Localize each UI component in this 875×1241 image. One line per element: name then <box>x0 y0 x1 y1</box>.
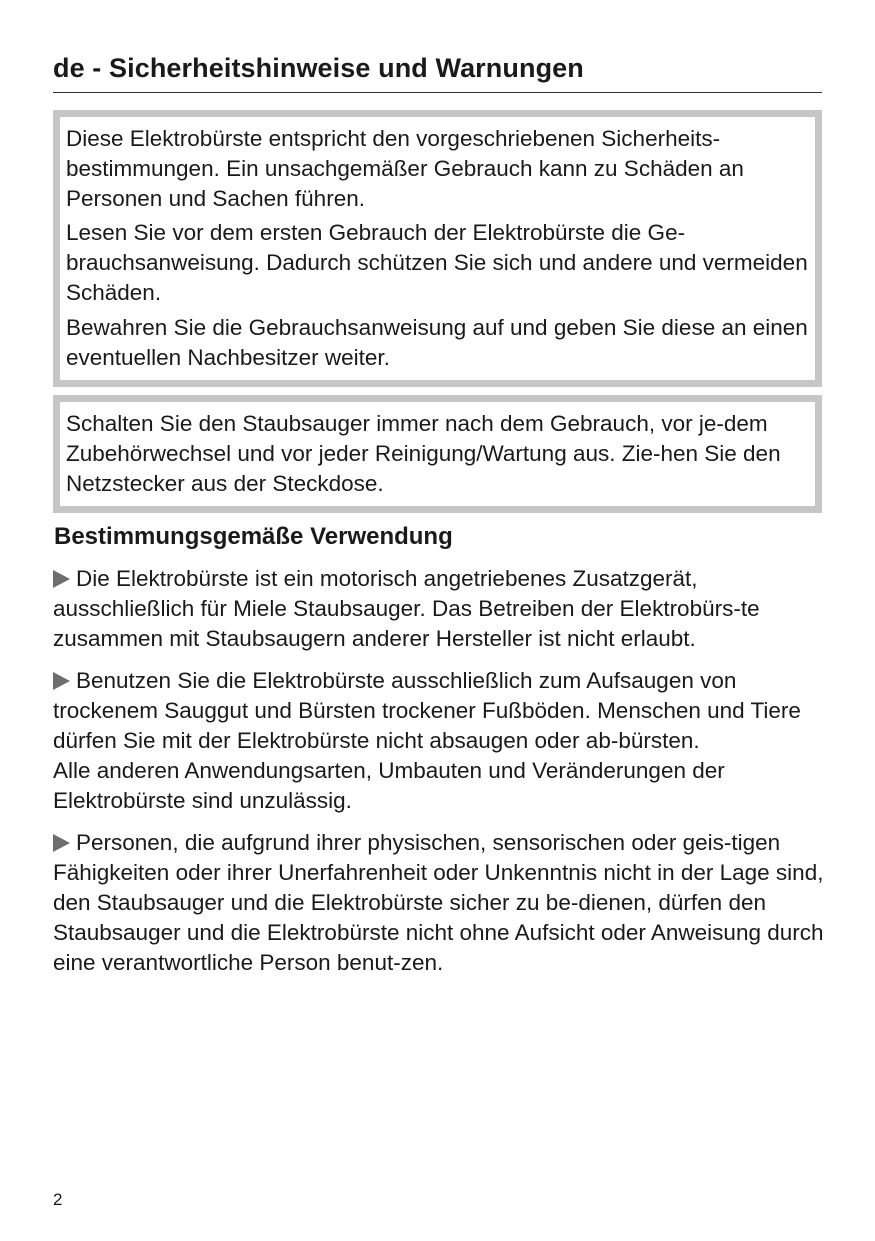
list-item <box>53 564 828 654</box>
list-item-text: Benutzen Sie die Elektrobürste ausschließlich zum Aufsaugen von trockenem Sauggut und Bürsten trockener Fußböden. Menschen und Tiere dürfen Sie mit der Elektrobürste nicht absaugen oder ab-bürsten. <box>53 668 801 753</box>
safety-notice-paragraph: Diese Elektrobürste entspricht den vorgeschriebenen Sicherheits-bestimmungen. Ein unsachgemäßer Gebrauch kann zu Schäden an Personen und Sachen führen. <box>66 126 744 211</box>
safety-notice-paragraph: Lesen Sie vor dem ersten Gebrauch der Elektrobürste die Ge-brauchsanweisung. Dadurch schützen Sie sich und andere und vermeiden Schäden. <box>66 220 808 305</box>
arrow-bullet-icon <box>53 834 70 852</box>
list-item <box>53 666 828 816</box>
list-item-continuation: Alle anderen Anwendungsarten, Umbauten und Veränderungen der Elektrobürste sind unzulässig. <box>53 758 725 813</box>
page-number: 2 <box>53 1190 63 1209</box>
safety-notice-paragraph: Bewahren Sie die Gebrauchsanweisung auf und geben Sie diese an einen eventuellen Nachbesitzer weiter. <box>66 314 808 370</box>
intended-use-list <box>53 564 828 990</box>
list-item <box>53 828 828 978</box>
switch-off-notice-box <box>53 395 822 513</box>
arrow-bullet-icon <box>53 570 70 588</box>
list-item-text: Die Elektrobürste ist ein motorisch angetriebenes Zusatzgerät, ausschließlich für Miele Staubsauger. Das Betreiben der Elektrobürs-te zusammen mit Staubsaugern anderer Hersteller ist nicht erlaubt. <box>53 566 760 651</box>
section-heading: Bestimmungsgemäße Verwendung <box>54 523 453 550</box>
list-item-text: Personen, die aufgrund ihrer physischen, sensorischen oder geis-tigen Fähigkeiten oder ihrer Unerfahrenheit oder Unkenntnis nicht in der Lage sind, den Staubsauger und die Elektrobürste sicher zu be-dienen, dürfen den Staubsauger und die Elektrobürste nicht ohne Aufsicht oder Anweisung durch eine verantwortliche Person benut-zen. <box>53 830 824 975</box>
page-title: de - Sicherheitshinweise und Warnungen <box>53 53 584 83</box>
switch-off-notice-paragraph: Schalten Sie den Staubsauger immer nach dem Gebrauch, vor je-dem Zubehörwechsel und vor jeder Reinigung/Wartung aus. Zie-hen Sie den Netzstecker aus der Steckdose. <box>66 411 781 496</box>
arrow-bullet-icon <box>53 672 70 690</box>
title-divider <box>53 92 822 93</box>
safety-notice-box <box>53 110 822 387</box>
